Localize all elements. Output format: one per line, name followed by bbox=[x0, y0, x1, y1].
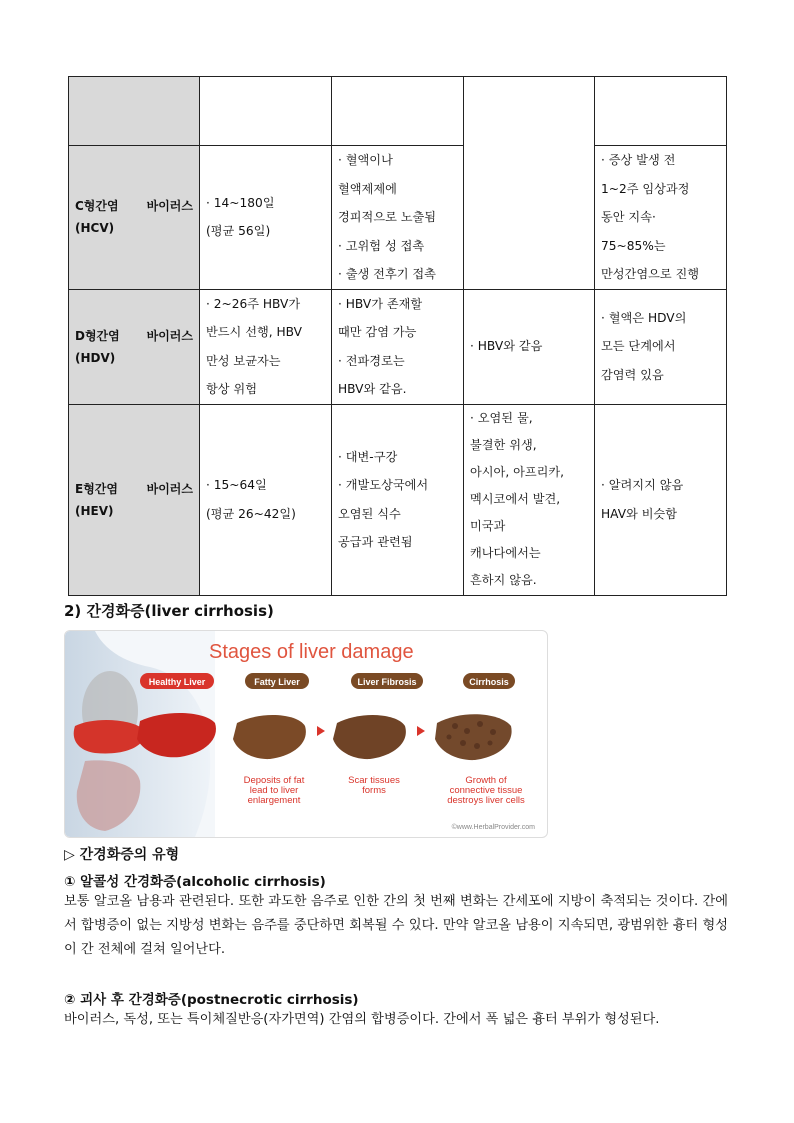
table-row bbox=[69, 289, 727, 404]
cell-line: 미국과 bbox=[470, 519, 506, 533]
stage-caption: destroys liver cells bbox=[447, 795, 525, 806]
cell-line: · 고위험 성 접촉 bbox=[338, 238, 425, 253]
stage-caption: connective tissue bbox=[449, 785, 523, 796]
cell-line: 혈액제제에 bbox=[338, 181, 397, 196]
cell-line: · 14~180일 bbox=[206, 195, 275, 210]
cell-line: 오염된 식수 bbox=[338, 506, 401, 521]
stage-label: Liver Fibrosis bbox=[357, 677, 417, 687]
cell-line: · HBV가 존재할 bbox=[338, 296, 423, 311]
virus-name: D형간염 바이러스 bbox=[75, 328, 193, 343]
cell-line: · 15~64일 bbox=[206, 478, 267, 492]
liver-stages-illustration bbox=[65, 631, 547, 837]
arrow-icon bbox=[317, 726, 325, 736]
table-cell bbox=[69, 77, 200, 146]
transmission-cell bbox=[332, 404, 464, 595]
stage-caption: Deposits of fat bbox=[243, 775, 305, 786]
cell-line: · 전파경로는 bbox=[338, 353, 405, 368]
figure-title: Stages of liver damage bbox=[209, 641, 414, 663]
liver-damage-figure bbox=[64, 630, 548, 838]
cell-line: · 알려지지 않음 bbox=[601, 478, 684, 492]
cell-line: (평균 56일) bbox=[206, 224, 271, 239]
cell-line: 불결한 위생, bbox=[470, 438, 537, 452]
incubation-cell bbox=[200, 289, 332, 404]
virus-code: (HEV) bbox=[75, 503, 114, 518]
virus-name-cell bbox=[69, 404, 200, 595]
cell-line: 만성간염으로 진행 bbox=[601, 267, 700, 281]
figure-credit: ©www.HerbalProvider.com bbox=[451, 824, 535, 831]
virus-name-cell bbox=[69, 289, 200, 404]
cell-line: 1~2주 임상과정 bbox=[601, 181, 690, 196]
stage-label: Healthy Liver bbox=[148, 677, 206, 687]
type-title: ② 괴사 후 간경화증(postnecrotic cirrhosis) bbox=[64, 992, 359, 1008]
virus-name-cell bbox=[69, 146, 200, 290]
cell-line: · 2~26주 HBV가 bbox=[206, 296, 301, 311]
cell-line: 항상 위험 bbox=[206, 382, 257, 396]
cell-line: 동안 지속· bbox=[601, 210, 656, 224]
course-cell bbox=[595, 404, 727, 595]
cell-line: HAV와 비슷함 bbox=[601, 506, 678, 521]
cell-line: · HBV와 같음 bbox=[470, 339, 543, 354]
course-cell bbox=[595, 146, 727, 290]
cell-line: · 대변-구강 bbox=[338, 449, 398, 464]
stage-label: Cirrhosis bbox=[469, 677, 509, 687]
transmission-cell bbox=[332, 289, 464, 404]
stage-caption: forms bbox=[362, 785, 386, 796]
cell-line: · 개발도상국에서 bbox=[338, 478, 429, 492]
table-cell bbox=[464, 77, 595, 290]
cell-line: (평균 26~42일) bbox=[206, 506, 296, 521]
stage-caption: Scar tissues bbox=[348, 775, 400, 786]
cell-line: 때만 감염 가능 bbox=[338, 325, 417, 339]
virus-name: E형간염 바이러스 bbox=[75, 481, 193, 496]
virus-code: (HDV) bbox=[75, 350, 116, 365]
fibrosis-liver-shape bbox=[333, 715, 406, 759]
fatty-liver-shape bbox=[233, 715, 306, 759]
cell-line: HBV와 같음. bbox=[338, 382, 407, 396]
hepatitis-table bbox=[68, 76, 727, 596]
virus-name: C형간염 바이러스 bbox=[75, 199, 193, 214]
cell-line: · 출생 전후기 접촉 bbox=[338, 267, 436, 281]
type-body: 보통 알코올 남용과 관련된다. 또한 과도한 음주로 인한 간의 첫 번째 변화는 간세포에 지방이 축적되는 것이다. 간에서 합병증이 없는 지방성 변화는 음주를 중단하면 회복될 수 있다. 만약 알코올 남용이 지속되면, 광범위한 흉터 형성이 간 전체에 걸쳐 일어난다. bbox=[64, 894, 728, 957]
stage-caption: enlargement bbox=[247, 795, 301, 806]
stage-caption: Growth of bbox=[465, 775, 507, 786]
cell-line: 캐나다에서는 bbox=[470, 546, 541, 560]
course-cell bbox=[595, 289, 727, 404]
cell-line: 만성 보균자는 bbox=[206, 353, 281, 368]
table-cell bbox=[332, 77, 464, 146]
cell-line: 감염력 있음 bbox=[601, 367, 664, 382]
cell-line: 멕시코에서 발견, bbox=[470, 492, 561, 506]
virus-code: (HCV) bbox=[75, 221, 115, 236]
cell-line: 경피적으로 노출됨 bbox=[338, 210, 437, 224]
table-row bbox=[69, 77, 727, 146]
risk-cell bbox=[464, 289, 595, 404]
transmission-cell bbox=[332, 146, 464, 290]
cell-line: 75~85%는 bbox=[601, 238, 666, 253]
table-row bbox=[69, 146, 727, 290]
cirrhosis-liver-shape bbox=[435, 714, 512, 760]
cell-line: 반드시 선행, HBV bbox=[206, 325, 302, 339]
table-cell bbox=[200, 77, 332, 146]
stage-caption: lead to liver bbox=[249, 785, 299, 796]
arrow-icon bbox=[417, 726, 425, 736]
cell-line: 모든 단계에서 bbox=[601, 339, 676, 354]
cell-line: · 오염된 물, bbox=[470, 411, 533, 425]
risk-cell bbox=[464, 404, 595, 595]
incubation-cell bbox=[200, 146, 332, 290]
types-title: ▷ 간경화증의 유형 bbox=[64, 847, 180, 863]
table-row bbox=[69, 404, 727, 595]
cell-line: · 혈액은 HDV의 bbox=[601, 310, 687, 325]
stage-label: Fatty Liver bbox=[254, 677, 300, 687]
cell-line: · 증상 발생 전 bbox=[601, 153, 676, 167]
incubation-cell bbox=[200, 404, 332, 595]
type-title: ① 알콜성 간경화증(alcoholic cirrhosis) bbox=[64, 874, 326, 890]
cell-line: 아시아, 아프리카, bbox=[470, 465, 565, 479]
cell-line: · 혈액이나 bbox=[338, 153, 393, 167]
cell-line: 공급과 관련됨 bbox=[338, 535, 413, 549]
section-title: 2) 간경화증(liver cirrhosis) bbox=[64, 602, 274, 620]
type-body: 바이러스, 독성, 또는 특이체질반응(자가면역) 간염의 합병증이다. 간에서 폭 넓은 흉터 부위가 형성된다. bbox=[64, 1012, 660, 1027]
table-cell bbox=[595, 77, 727, 146]
cell-line: 흔하지 않음. bbox=[470, 573, 537, 587]
